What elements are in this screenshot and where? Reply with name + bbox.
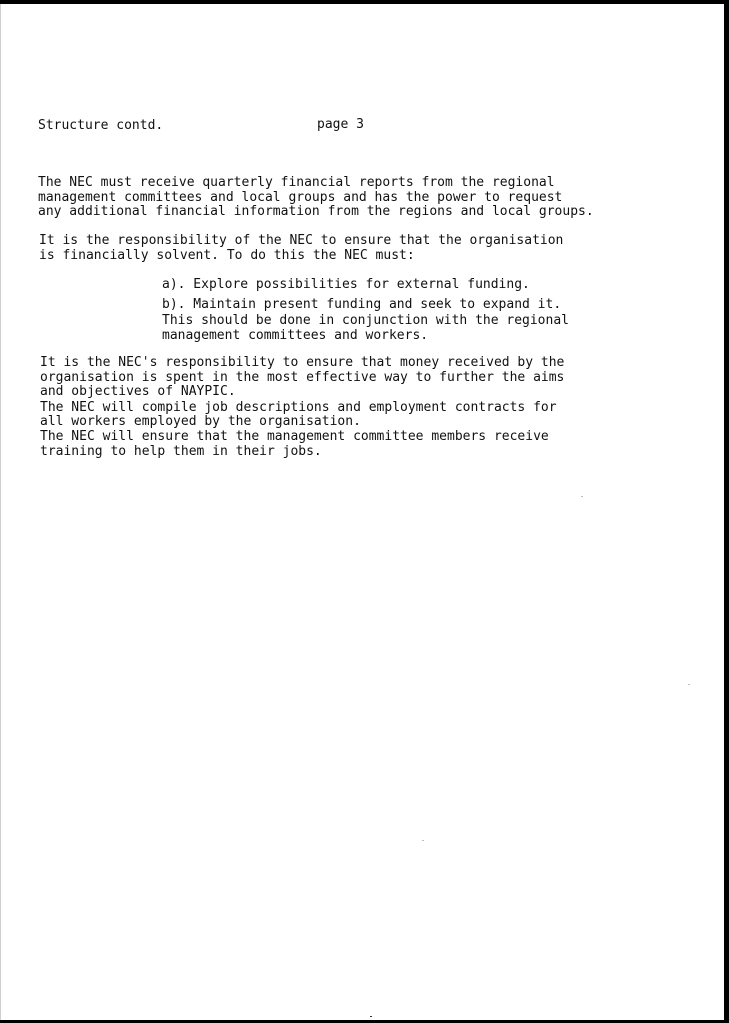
text-line: It is the responsibility of the NEC to ensure that the organisation xyxy=(39,233,564,248)
scan-speck xyxy=(422,840,424,841)
text-line: The NEC will compile job descriptions and employment contracts for xyxy=(40,399,557,415)
page-left-edge xyxy=(0,0,1,1023)
scan-border-right xyxy=(724,0,729,1023)
text-line: all workers employed by the organisation. xyxy=(40,414,361,429)
text-line: management committees and workers. xyxy=(162,327,429,343)
header-title: Structure contd. xyxy=(38,118,164,133)
text-line: organisation is spent in the most effective way to further the aims xyxy=(40,369,565,385)
text-line: The NEC will ensure that the management committee members receive xyxy=(40,429,549,444)
text-line: training to help them in their jobs. xyxy=(40,443,322,459)
text-line: The NEC must receive quarterly financial reports from the regional xyxy=(38,175,555,190)
scan-speck xyxy=(581,496,583,497)
text-line: It is the NEC's responsibility to ensure that money received by the xyxy=(40,355,565,370)
text-line: is financially solvent. To do this the NEC must: xyxy=(39,247,415,263)
text-line: any additional financial information from the regions and local groups. xyxy=(38,204,594,219)
scan-speck xyxy=(688,684,690,685)
page-number: page 3 xyxy=(317,117,364,132)
text-line: and objectives of NAYPIC. xyxy=(40,384,236,399)
scan-speck xyxy=(370,1016,372,1017)
scan-border-top xyxy=(0,0,729,4)
text-line: b). Maintain present funding and seek to expand it. xyxy=(162,297,562,312)
text-line: management committees and local groups and has the power to request xyxy=(38,189,563,205)
text-line: This should be done in conjunction with the regional xyxy=(162,313,569,328)
text-line: a). Explore possibilities for external funding. xyxy=(162,277,530,292)
